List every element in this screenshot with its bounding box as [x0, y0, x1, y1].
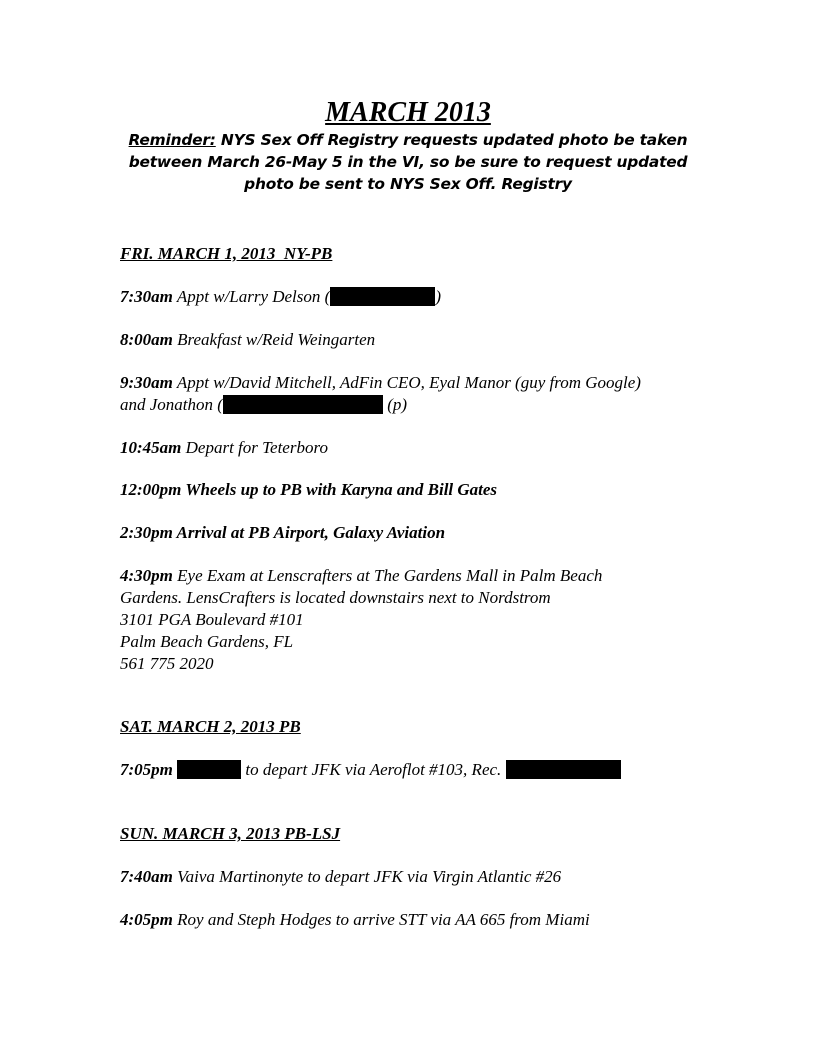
- entry-time: 10:45am: [120, 438, 182, 457]
- reminder-line-3: photo be sent to NYS Sex Off. Registry: [244, 175, 572, 193]
- entry-text: Appt w/Larry Delson (: [172, 287, 331, 306]
- reminder-line-2: between March 26-May 5 in the VI, so be sure to request updated: [128, 153, 688, 171]
- reminder-line-1: NYS Sex Off Registry requests updated photo be taken: [215, 131, 688, 149]
- phone-number: 561 775 2020: [120, 654, 214, 673]
- entry-text-continued: Gardens. LensCrafters is located downstairs next to Nordstrom: [120, 588, 551, 607]
- reminder-label: Reminder:: [128, 131, 216, 149]
- entry-text: Roy and Steph Hodges to arrive STT via AA 665 from Miami: [172, 910, 590, 929]
- page-title: MARCH 2013: [325, 97, 491, 128]
- entry-text-continued: and Jonathon (: [120, 395, 223, 414]
- entry-text: Vaiva Martinonyte to depart JFK via Virgin Atlantic #26: [172, 867, 562, 886]
- address-city: Palm Beach Gardens, FL: [120, 632, 294, 651]
- entry-time: 4:30pm: [120, 566, 173, 585]
- schedule-entry: [120, 372, 730, 416]
- entry-time: 8:00am: [120, 330, 173, 349]
- schedule-entry: 2:30pm Arrival at PB Airport, Galaxy Aviation: [120, 523, 446, 542]
- schedule-entry: [120, 329, 720, 351]
- entry-text-end: ): [435, 287, 441, 306]
- entry-time: 9:30am: [120, 373, 173, 392]
- day-heading-sat: SAT. MARCH 2, 2013 PB: [120, 717, 301, 736]
- schedule-entry: [120, 286, 720, 308]
- entry-time: 4:05pm: [120, 910, 173, 929]
- entry-time: 7:05pm: [120, 760, 173, 779]
- schedule-entry: [120, 565, 720, 675]
- entry-text: Breakfast w/Reid Weingarten: [172, 330, 376, 349]
- schedule-entry: [120, 866, 720, 888]
- redaction-box: [330, 287, 435, 306]
- entry-text-end: (p): [382, 395, 408, 414]
- entry-time: 7:40am: [120, 867, 173, 886]
- entry-text: Depart for Teterboro: [181, 438, 328, 457]
- entry-text: Eye Exam at Lenscrafters at The Gardens Mall in Palm Beach: [172, 566, 603, 585]
- entry-text: to depart JFK via Aeroflot #103, Rec.: [241, 760, 506, 779]
- schedule-entry: 12:00pm Wheels up to PB with Karyna and Bill Gates: [120, 480, 498, 499]
- schedule-entry: [120, 437, 720, 459]
- day-heading-sun: SUN. MARCH 3, 2013 PB-LSJ: [120, 824, 341, 843]
- schedule-entry: [120, 759, 720, 781]
- schedule-entry: [120, 909, 720, 931]
- entry-text: Appt w/David Mitchell, AdFin CEO, Eyal Manor (guy from Google): [172, 373, 641, 392]
- day-heading-fri: FRI. MARCH 1, 2013 NY-PB: [120, 244, 333, 263]
- redaction-box: [506, 760, 621, 779]
- entry-time: 7:30am: [120, 287, 173, 306]
- address-line: 3101 PGA Boulevard #101: [120, 610, 304, 629]
- reminder-note: [120, 129, 696, 195]
- redaction-box: [177, 760, 241, 779]
- redaction-box: [223, 395, 383, 414]
